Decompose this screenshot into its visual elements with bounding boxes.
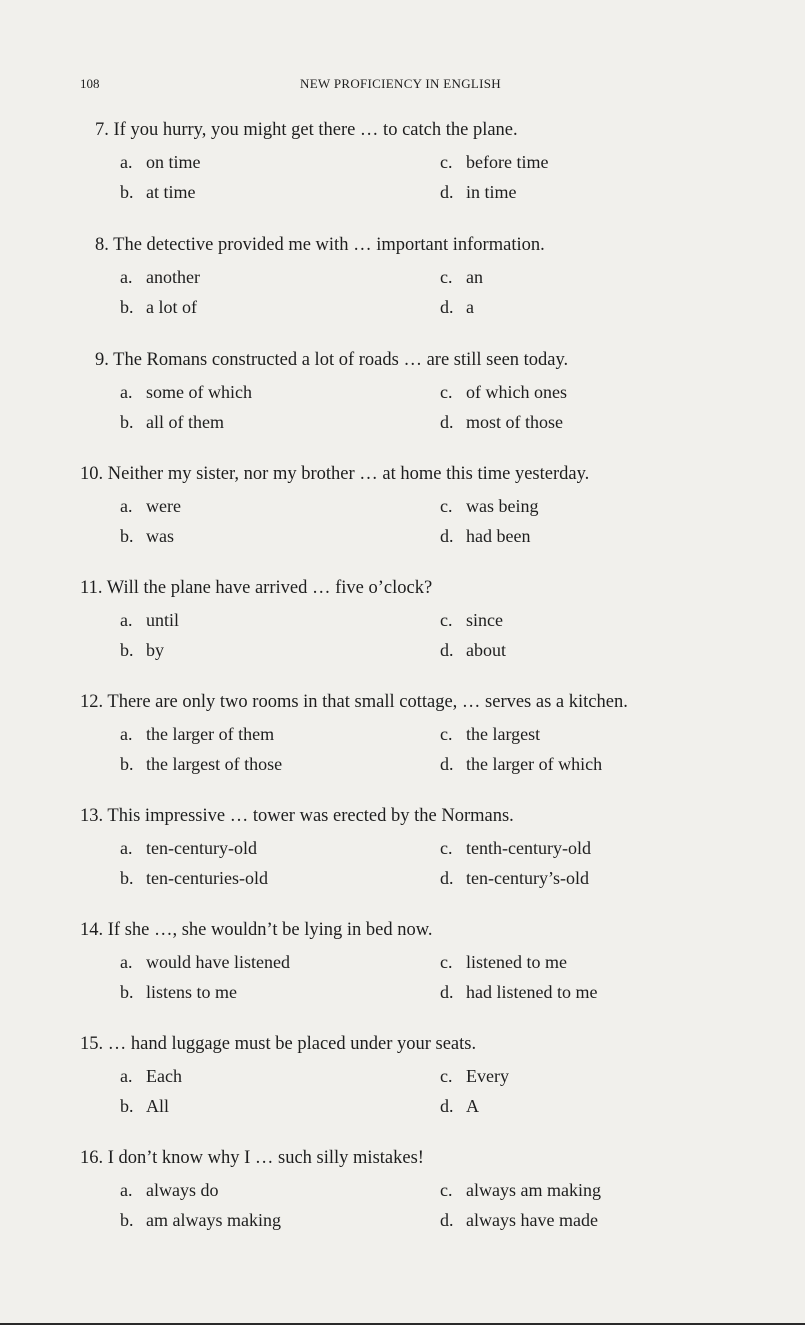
option-a bbox=[120, 952, 290, 973]
option-c bbox=[440, 1066, 509, 1087]
option-text: had listened to me bbox=[466, 982, 598, 1002]
option-a bbox=[120, 152, 201, 173]
question-number: 15. bbox=[80, 1034, 104, 1054]
option-text: always have made bbox=[466, 1210, 598, 1230]
question-text: … hand luggage must be placed under your seats. bbox=[107, 1034, 477, 1054]
option-letter: d. bbox=[440, 754, 454, 774]
option-text: by bbox=[146, 640, 164, 660]
option-d bbox=[440, 754, 602, 775]
option-d bbox=[440, 1210, 598, 1231]
option-text: since bbox=[466, 610, 503, 630]
option-d bbox=[440, 1096, 479, 1117]
option-letter: c. bbox=[440, 838, 453, 858]
option-letter: a. bbox=[120, 610, 133, 630]
option-b bbox=[120, 1210, 281, 1231]
option-b bbox=[120, 868, 268, 889]
option-c bbox=[440, 152, 548, 173]
question-number: 12. bbox=[80, 692, 104, 712]
option-letter: c. bbox=[440, 382, 453, 402]
option-text: always am making bbox=[466, 1180, 601, 1200]
option-text: a bbox=[466, 297, 474, 317]
option-letter: c. bbox=[440, 724, 453, 744]
option-text: would have listened bbox=[146, 952, 290, 972]
question-number: 13. bbox=[80, 806, 104, 826]
question-stem bbox=[80, 578, 432, 599]
option-c bbox=[440, 838, 591, 859]
option-text: at time bbox=[146, 182, 196, 202]
question-text: The detective provided me with … important information. bbox=[113, 235, 545, 255]
option-c bbox=[440, 952, 567, 973]
option-text: Every bbox=[466, 1066, 509, 1086]
option-letter: d. bbox=[440, 182, 454, 202]
option-text: the larger of them bbox=[146, 724, 275, 744]
option-text: the largest of those bbox=[146, 754, 283, 774]
question-text: If she …, she wouldn’t be lying in bed now. bbox=[107, 920, 433, 940]
option-d bbox=[440, 297, 474, 318]
option-text: until bbox=[146, 610, 180, 630]
option-text: was bbox=[146, 526, 174, 546]
option-text: listened to me bbox=[466, 952, 567, 972]
option-letter: b. bbox=[120, 1096, 134, 1116]
option-d bbox=[440, 526, 530, 547]
option-text: an bbox=[466, 267, 483, 287]
question-number: 10. bbox=[80, 464, 104, 484]
option-letter: a. bbox=[120, 952, 133, 972]
option-text: some of which bbox=[146, 382, 252, 402]
question-number: 7. bbox=[95, 120, 109, 140]
option-letter: c. bbox=[440, 496, 453, 516]
option-letter: a. bbox=[120, 838, 133, 858]
option-text: another bbox=[146, 267, 200, 287]
option-b bbox=[120, 640, 164, 661]
question-number: 11. bbox=[80, 578, 103, 598]
question-number: 9. bbox=[95, 350, 109, 370]
option-c bbox=[440, 496, 538, 517]
option-letter: b. bbox=[120, 640, 134, 660]
option-letter: c. bbox=[440, 610, 453, 630]
option-a bbox=[120, 838, 257, 859]
option-text: the largest bbox=[466, 724, 541, 744]
option-text: in time bbox=[466, 182, 517, 202]
option-letter: c. bbox=[440, 952, 453, 972]
question-text: Will the plane have arrived … five o’clock? bbox=[106, 578, 433, 598]
question-stem bbox=[80, 692, 628, 713]
option-letter: b. bbox=[120, 754, 134, 774]
option-letter: d. bbox=[440, 1210, 454, 1230]
option-a bbox=[120, 610, 179, 631]
option-d bbox=[440, 640, 506, 661]
option-letter: a. bbox=[120, 1066, 133, 1086]
option-letter: b. bbox=[120, 412, 134, 432]
option-a bbox=[120, 496, 181, 517]
option-b bbox=[120, 982, 237, 1003]
question-text: There are only two rooms in that small cottage, … serves as a kitchen. bbox=[107, 692, 628, 712]
option-b bbox=[120, 182, 195, 203]
option-letter: a. bbox=[120, 724, 133, 744]
question-text: Neither my sister, nor my brother … at home this time yesterday. bbox=[107, 464, 590, 484]
question-stem bbox=[80, 920, 433, 941]
option-letter: d. bbox=[440, 297, 454, 317]
option-letter: a. bbox=[120, 267, 133, 287]
option-text: am always making bbox=[146, 1210, 281, 1230]
option-letter: c. bbox=[440, 1066, 453, 1086]
question-number: 16. bbox=[80, 1148, 104, 1168]
question-text: This impressive … tower was erected by the Normans. bbox=[107, 806, 514, 826]
option-letter: d. bbox=[440, 1096, 454, 1116]
option-text: the larger of which bbox=[466, 754, 603, 774]
question-stem bbox=[80, 464, 589, 485]
option-text: All bbox=[146, 1096, 170, 1116]
option-d bbox=[440, 982, 597, 1003]
question-stem bbox=[80, 806, 514, 827]
option-letter: c. bbox=[440, 1180, 453, 1200]
option-letter: d. bbox=[440, 526, 454, 546]
question-stem bbox=[95, 235, 545, 256]
option-letter: c. bbox=[440, 267, 453, 287]
running-head: NEW PROFICIENCY IN ENGLISH bbox=[300, 76, 501, 91]
option-letter: d. bbox=[440, 868, 454, 888]
question-stem bbox=[95, 120, 518, 141]
option-text: ten-centuries-old bbox=[146, 868, 268, 888]
option-text: of which ones bbox=[466, 382, 567, 402]
question-text: The Romans constructed a lot of roads … are still seen today. bbox=[113, 350, 569, 370]
question-stem bbox=[95, 350, 568, 371]
option-d bbox=[440, 868, 589, 889]
option-text: about bbox=[466, 640, 506, 660]
option-text: ten-century-old bbox=[146, 838, 257, 858]
option-text: was being bbox=[466, 496, 539, 516]
option-text: most of those bbox=[466, 412, 563, 432]
option-letter: d. bbox=[440, 982, 454, 1002]
option-letter: a. bbox=[120, 152, 133, 172]
option-text: ten-century’s-old bbox=[466, 868, 589, 888]
option-text: listens to me bbox=[146, 982, 237, 1002]
option-b bbox=[120, 526, 174, 547]
option-letter: b. bbox=[120, 526, 134, 546]
option-letter: b. bbox=[120, 297, 134, 317]
option-b bbox=[120, 412, 224, 433]
option-b bbox=[120, 754, 282, 775]
option-letter: a. bbox=[120, 1180, 133, 1200]
option-letter: b. bbox=[120, 868, 134, 888]
option-letter: a. bbox=[120, 496, 133, 516]
question-number: 14. bbox=[80, 920, 104, 940]
question-stem bbox=[80, 1148, 424, 1169]
option-c bbox=[440, 610, 503, 631]
option-c bbox=[440, 1180, 601, 1201]
option-a bbox=[120, 1180, 218, 1201]
option-a bbox=[120, 267, 200, 288]
option-c bbox=[440, 724, 540, 745]
option-text: all of them bbox=[146, 412, 224, 432]
option-d bbox=[440, 412, 563, 433]
option-b bbox=[120, 1096, 169, 1117]
option-c bbox=[440, 267, 483, 288]
option-letter: b. bbox=[120, 1210, 134, 1230]
question-text: I don’t know why I … such silly mistakes! bbox=[107, 1148, 424, 1168]
option-text: before time bbox=[466, 152, 549, 172]
option-letter: b. bbox=[120, 182, 134, 202]
option-text: had been bbox=[466, 526, 531, 546]
option-a bbox=[120, 1066, 182, 1087]
page-number: 108 bbox=[80, 76, 100, 91]
option-text: always do bbox=[146, 1180, 219, 1200]
option-text: a lot of bbox=[146, 297, 197, 317]
option-text: on time bbox=[146, 152, 201, 172]
option-b bbox=[120, 297, 197, 318]
option-letter: d. bbox=[440, 640, 454, 660]
option-text: Each bbox=[146, 1066, 182, 1086]
option-letter: a. bbox=[120, 382, 133, 402]
question-number: 8. bbox=[95, 235, 109, 255]
option-a bbox=[120, 724, 274, 745]
option-d bbox=[440, 182, 517, 203]
question-stem bbox=[80, 1034, 476, 1055]
option-letter: d. bbox=[440, 412, 454, 432]
option-text: A bbox=[466, 1096, 479, 1116]
option-letter: c. bbox=[440, 152, 453, 172]
option-c bbox=[440, 382, 567, 403]
option-text: were bbox=[146, 496, 181, 516]
question-text: If you hurry, you might get there … to catch the plane. bbox=[113, 120, 518, 140]
option-letter: b. bbox=[120, 982, 134, 1002]
option-a bbox=[120, 382, 252, 403]
option-text: tenth-century-old bbox=[466, 838, 591, 858]
